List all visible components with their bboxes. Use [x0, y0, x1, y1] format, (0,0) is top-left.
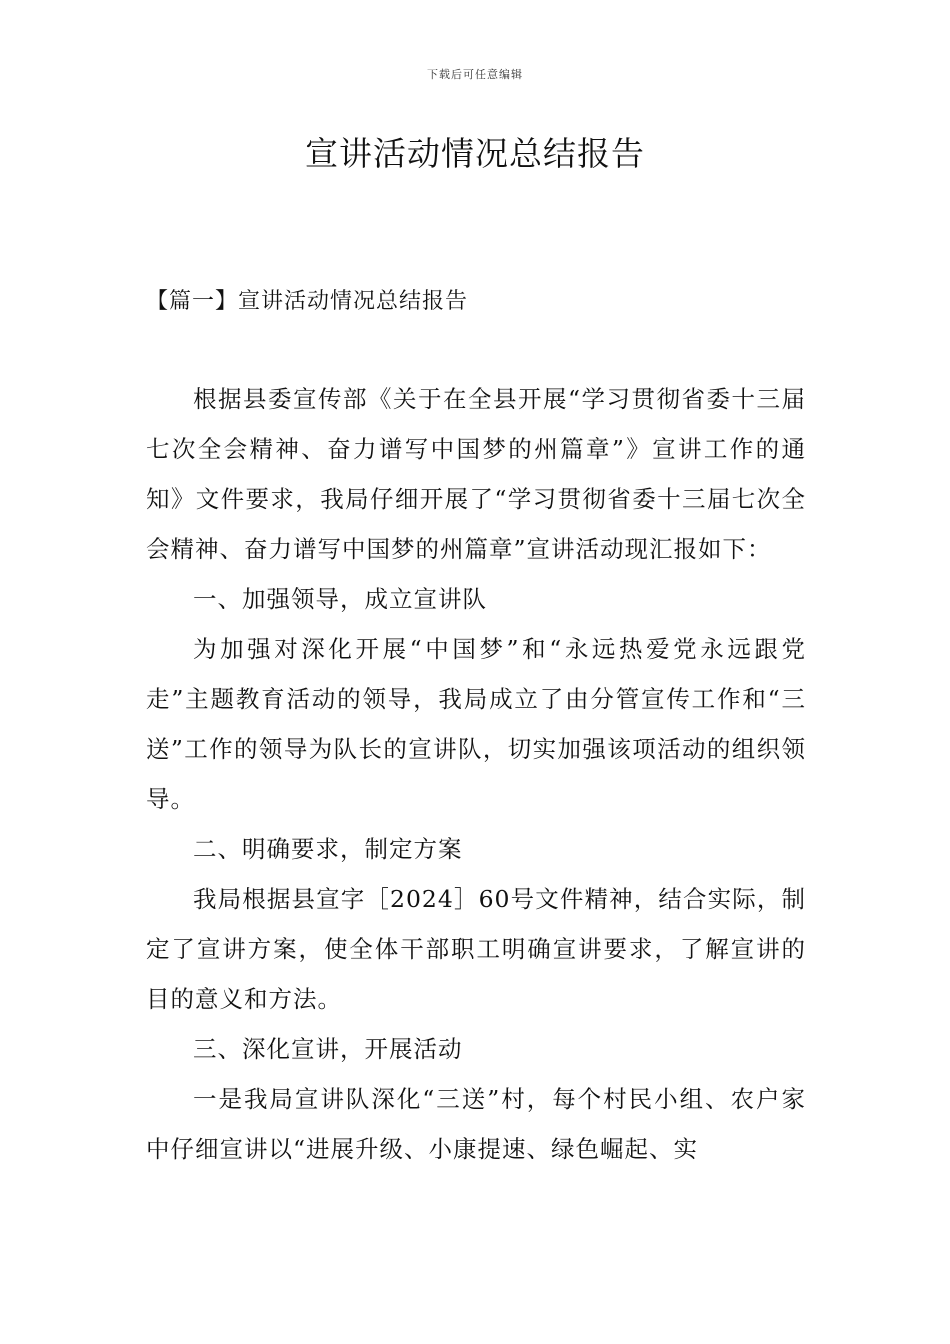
- section-heading: 【篇一】宣讲活动情况总结报告: [146, 289, 469, 314]
- paragraph-intro: 根据县委宣传部《关于在全县开展“学习贯彻省委十三届七次全会精神、奋力谱写中国梦的州篇章”》宣讲工作的通知》文件要求，我局仔细开展了“学习贯彻省委十三届七次全会精神、奋力谱写中国梦的州篇章”宣讲活动现汇报如下：: [146, 385, 806, 563]
- subheading-3: 三、深化宣讲，开展活动: [193, 1035, 463, 1063]
- document-title: 宣讲活动情况总结报告: [305, 134, 645, 173]
- paragraph-3: 一是我局宣讲队深化“三送”村，每个村民小组、农户家中仔细宣讲以“进展升级、小康提速、绿色崛起、实: [146, 1085, 806, 1163]
- subheading-1: 一、加强领导，成立宣讲队: [193, 585, 487, 613]
- document-body: [146, 374, 806, 1174]
- paragraph-2: 我局根据县宣字［2024］60号文件精神，结合实际，制定了宣讲方案，使全体干部职工明确宣讲要求，了解宣讲的目的意义和方法。: [146, 885, 806, 1013]
- subheading-2: 二、明确要求，制定方案: [193, 835, 463, 863]
- header-note: 下载后可任意编辑: [427, 68, 523, 81]
- paragraph-1: 为加强对深化开展“中国梦”和“永远热爱党永远跟党走”主题教育活动的领导，我局成立了由分管宣传工作和“三送”工作的领导为队长的宣讲队，切实加强该项活动的组织领导。: [146, 635, 806, 813]
